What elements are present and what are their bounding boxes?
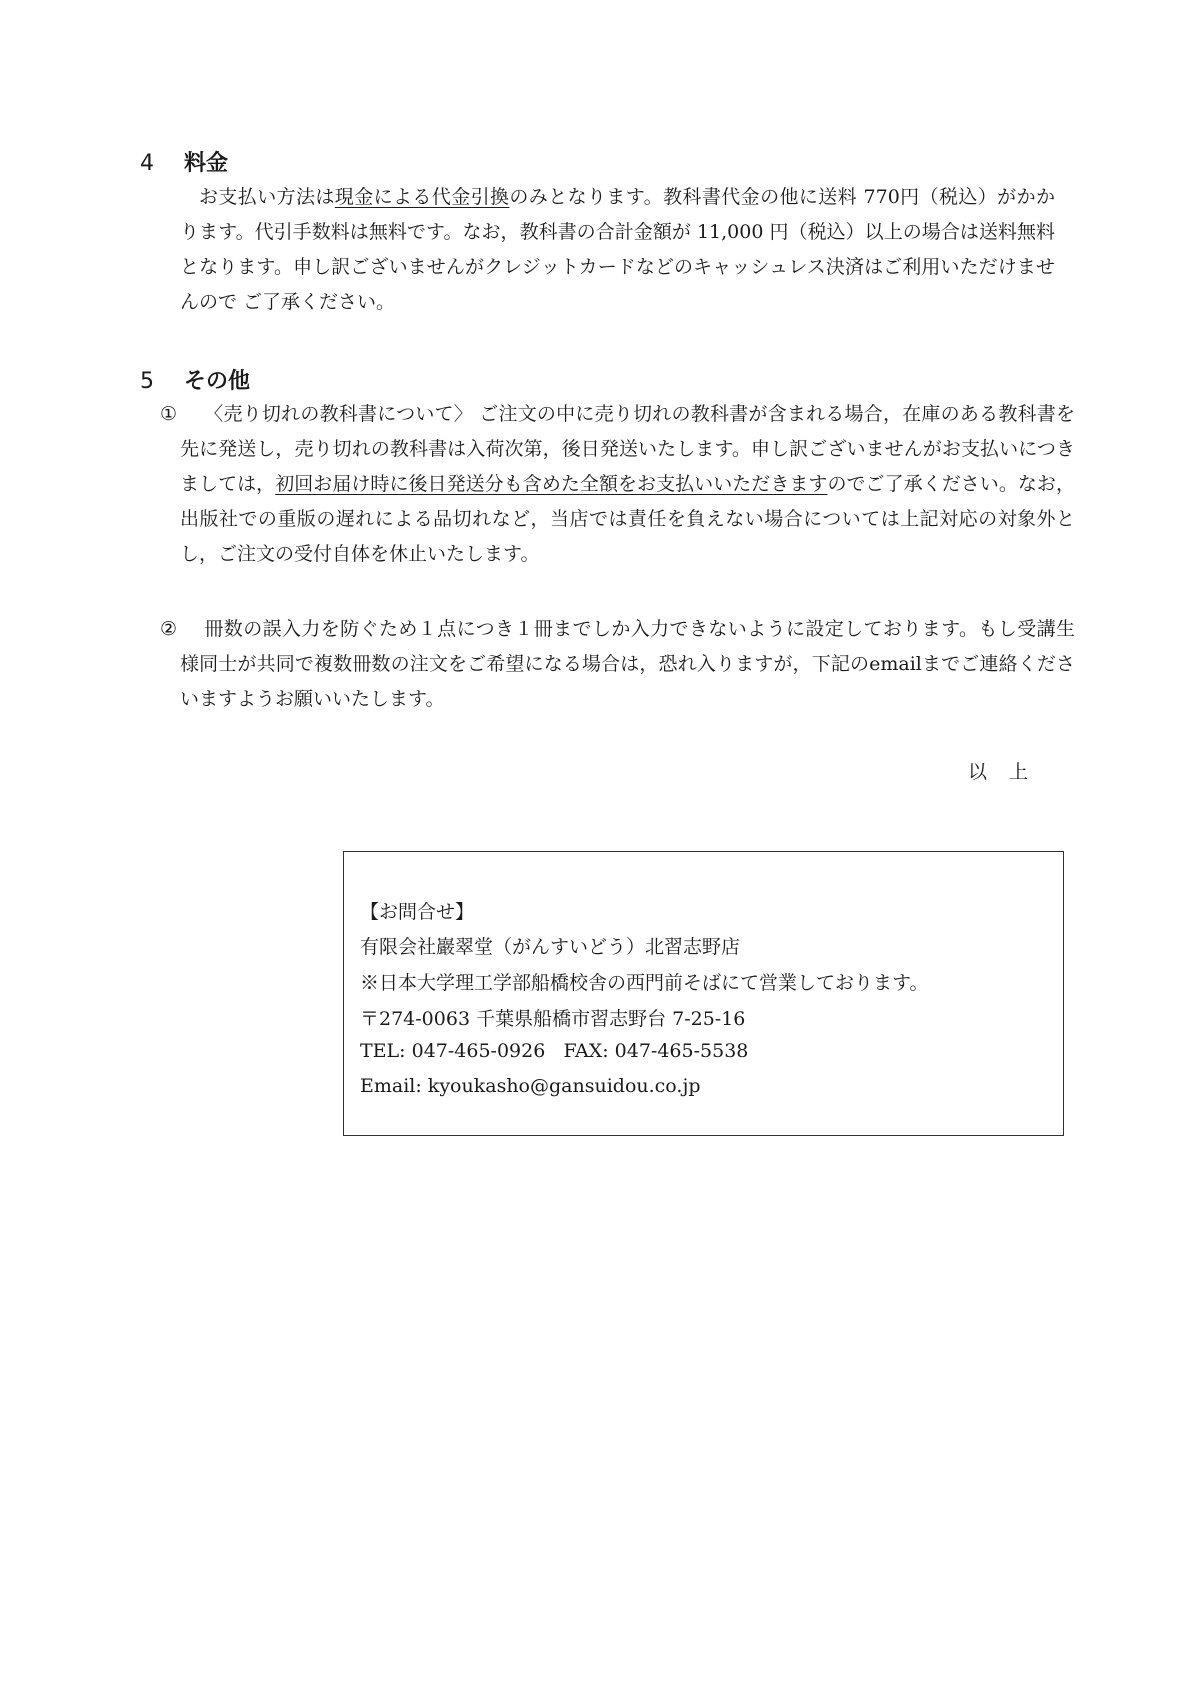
other-item-1 (160, 397, 1075, 572)
item-2-text: 冊数の誤入力を防ぐため１点につき１冊までしか入力できないように設定しております。もし受講生様同士が共同で複数冊数の注文をご希望になる場合は，恐れ入りますが，下記のemailまでご連絡くださいますようお願いいたします。 (180, 618, 1075, 710)
contact-email[interactable]: Email: kyoukasho@gansuidou.co.jp (360, 1075, 701, 1097)
closing-remark: 以上 (968, 761, 1051, 783)
contact-company: 有限会社巖翠堂（がんすいどう）北習志野店 (360, 936, 741, 958)
section-5-number: 5 (140, 369, 154, 394)
item-1-underlined: 初回お届け時に後日発送分も含めた全額をお支払いいただきます (275, 473, 828, 495)
contact-location-note: ※日本大学理工学部船橋校舎の西門前そばにて営業しております。 (360, 972, 929, 994)
payment-paragraph (180, 180, 1055, 320)
payment-method-underlined: 現金による代金引換 (334, 186, 510, 208)
section-5-title: その他 (184, 369, 251, 394)
contact-heading: 【お問合せ】 (360, 901, 475, 923)
section-4-title: 料金 (184, 151, 229, 176)
section-5-heading (140, 364, 250, 395)
contact-tel-fax: TEL: 047-465-0926 FAX: 047-465-5538 (360, 1040, 749, 1062)
payment-text-b: のみとなります。教科書代金の他に送料 770円（税込）がかかります。代引手数料は無料です。なお，教科書の合計金額が 11,000 円（税込）以上の場合は送料無料となります。申し訳ございませんがクレジットカードなどのキャッシュレス決済はご利用いただけませんので ご了承ください。 (180, 186, 1055, 313)
section-4-number: 4 (140, 151, 154, 176)
section-4-heading (140, 146, 228, 177)
item-1-mark: ① (160, 403, 178, 425)
contact-address: 〒274-0063 千葉県船橋市習志野台 7-25-16 (360, 1008, 746, 1030)
item-2-mark: ② (160, 618, 178, 640)
item-1-text-a: 〈売り切れの教科書について〉 ご注文の中に売り切れの教科書が含まれる場合，在庫のある教科書を先に発送し，売り切れの教科書は入荷次第，後日発送いたします。申し訳ございませんがお支払いにつきましては， (180, 403, 1075, 495)
other-item-2 (160, 612, 1075, 717)
contact-box (343, 851, 1064, 1136)
payment-text-a: お支払い方法は (199, 186, 335, 208)
item-1-text-b: のでご了承ください。なお，出版社での重版の遅れによる品切れなど，当店では責任を負えない場合については上記対応の対象外とし，ご注文の受付自体を休止いたします。 (180, 473, 1075, 565)
